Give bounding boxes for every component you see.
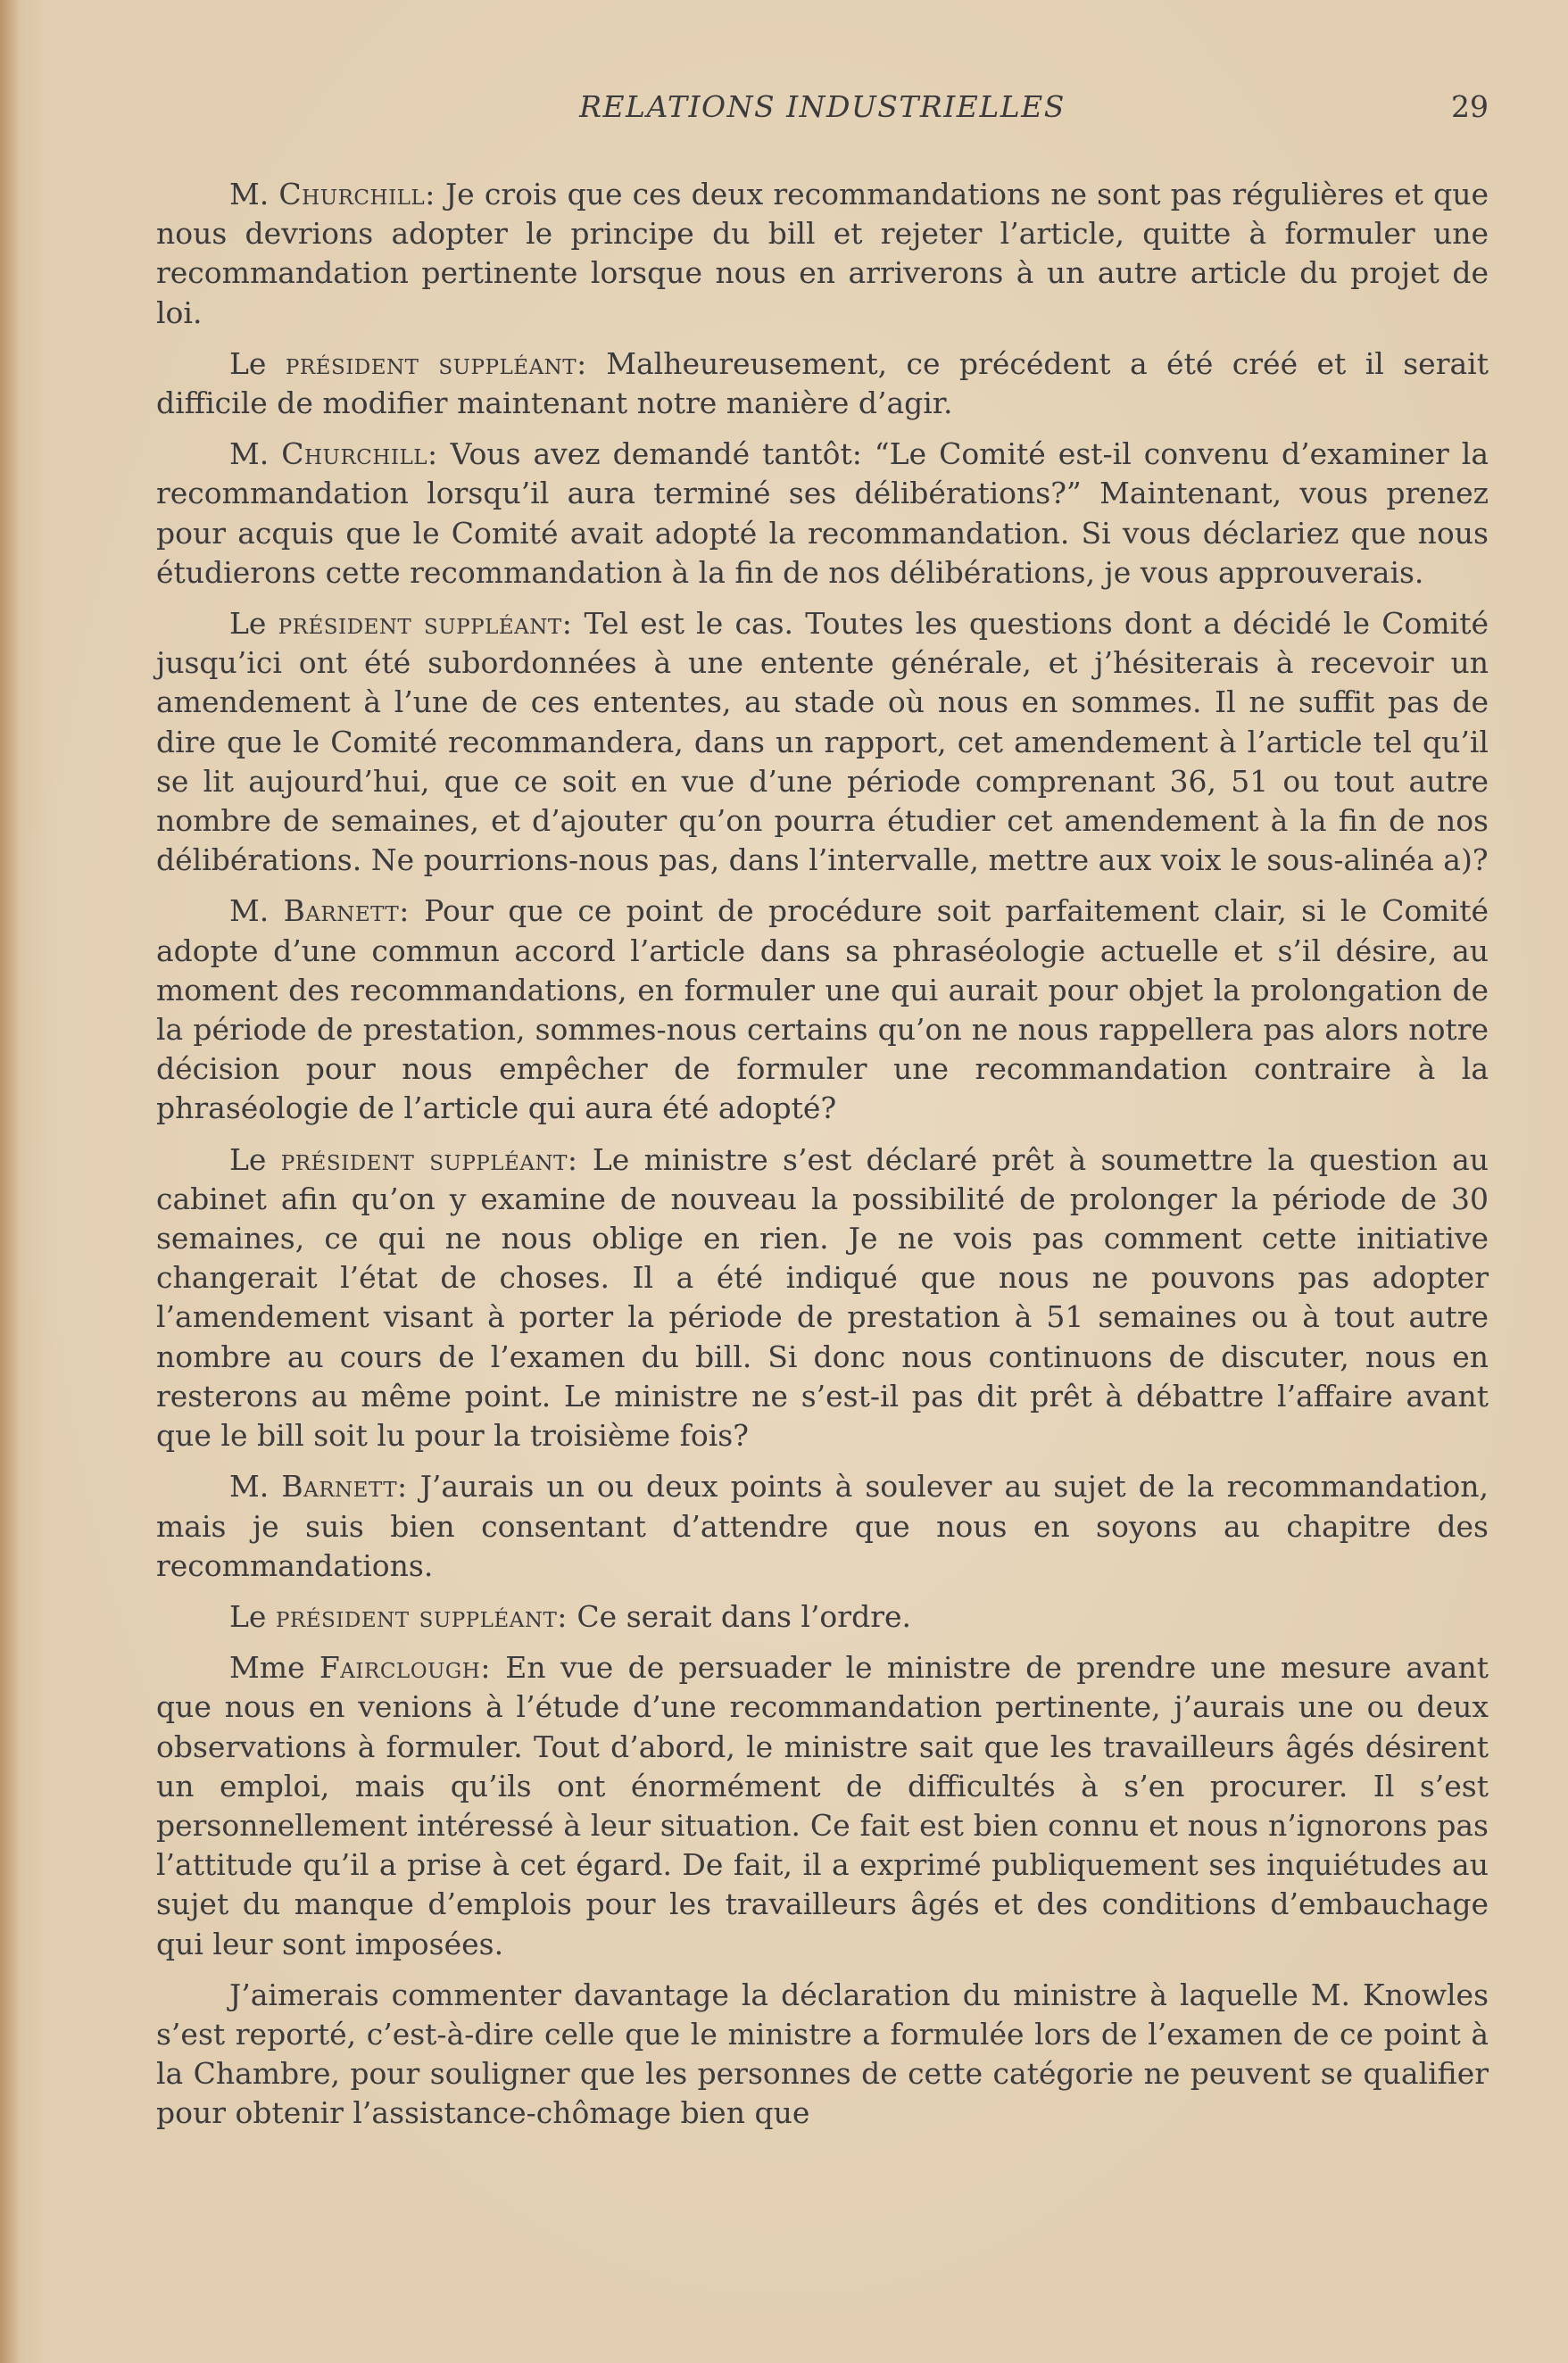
speaker-name: président suppléant:	[285, 345, 587, 381]
paragraph-text: Ce serait dans l’ordre.	[577, 1598, 911, 1634]
speaker-name: Churchill:	[278, 177, 436, 211]
paragraph	[156, 435, 1489, 593]
paragraph	[156, 1467, 1489, 1586]
speaker-name: président suppléant:	[278, 606, 573, 642]
speaker-prefix: M.	[229, 1469, 270, 1505]
paragraph	[156, 1140, 1489, 1456]
speaker-prefix: Le	[229, 606, 267, 642]
paragraph-text: Le ministre s’est déclaré prêt à soumettre la question au cabinet afin qu’on y examine de nouveau la possibilité de prolonger la période de 30 semaines, ce qui ne nous oblige en rien. Je ne vois pas comment cette initiative changerait l’état de choses. Il a été indiqué que nous ne pouvons pas adopter l’amendement visant à porter la période de prestation à 51 semaines ou à tout autre nombre au cours de l’examen du bill. Si donc nous continuons de discuter, nous en resterons au même point. Le ministre ne s’est-il pas dit prêt à débattre l’affaire avant que le bill soit lu pour la troisième fois?	[156, 1141, 1489, 1454]
paragraph-text: J’aimerais commenter davantage la déclaration du ministre à laquelle M. Knowles s’est reporté, c’est-à-dire celle que le ministre a formulée lors de l’examen de ce point à la Chambre, pour souligner que les personnes de cette catégorie ne peuvent se qualifier pour obtenir l’assistance-chômage bien que	[156, 1977, 1489, 2131]
paragraph-text: Pour que ce point de procédure soit parfaitement clair, si le Comité adopte d’une commun accord l’article dans sa phraséologie actuelle et s’il désire, au moment des recommandations, en formuler une qui aurait pour objet la prolongation de la période de prestation, sommes-nous certains qu’on ne nous rappellera pas alors notre décision pour nous empêcher de formuler une recommandation contraire à la phraséologie de l’article qui aura été adopté?	[156, 893, 1489, 1126]
speaker-name: Fairclough:	[319, 1650, 491, 1686]
page-binding-edge	[0, 0, 20, 2363]
paragraph-text: Vous avez demandé tantôt: “Le Comité est-il convenu d’examiner la recommandation lorsqu’il aura terminé ses délibérations?” Maintenant, vous prenez pour acquis que le Comité avait adopté la recommandation. Si vous déclariez que nous étudierons cette recommandation à la fin de nos délibérations, je vous approuverais.	[156, 436, 1489, 590]
paragraph	[156, 891, 1489, 1128]
speaker-prefix: Le	[229, 345, 267, 381]
speaker-prefix: Le	[229, 1141, 267, 1177]
speaker-prefix: Le	[229, 1598, 267, 1634]
paragraph-text: Tel est le cas. Toutes les questions dont a décidé le Comité jusqu’ici ont été subordonnées à une entente générale, et j’hésiterais à recevoir un amendement à l’une de ces ententes, au stade où nous en sommes. Il ne suffit pas de dire que le Comité recommandera, dans un rapport, cet amendement à l’article tel qu’il se lit aujourd’hui, que ce soit en vue d’une période comprenant 36, 51 ou tout autre nombre de semaines, et d’ajouter qu’on pourra étudier cet amendement à la fin de nos délibérations. Ne pourrions-nous pas, dans l’intervalle, mettre aux voix le sous-alinéa a)?	[156, 606, 1489, 878]
paragraph	[156, 1976, 1489, 2134]
speaker-name: Barnett:	[281, 1469, 408, 1505]
speaker-name: président suppléant:	[275, 1598, 568, 1634]
paragraph-text: Je crois que ces deux recommandations ne sont pas régulières et que nous devrions adopter le principe du bill et rejeter l’article, quitte à formuler une recommandation pertinente lorsque nous en arriverons à un autre article du projet de loi.	[156, 177, 1489, 330]
speaker-name: Churchill:	[281, 436, 438, 472]
paragraph	[156, 1648, 1489, 1964]
speaker-name: président suppléant:	[280, 1141, 578, 1177]
page-number: 29	[1451, 89, 1489, 124]
running-title: RELATIONS INDUSTRIELLES	[579, 89, 1066, 124]
page-body	[156, 175, 1489, 2134]
paragraph	[156, 344, 1489, 423]
paragraph-text: En vue de persuader le ministre de prendre une mesure avant que nous en venions à l’étude d’une recommandation pertinente, j’aurais une ou deux observations à formuler. Tout d’abord, le ministre sait que les travailleurs âgés désirent un emploi, mais qu’ils ont énormément de difficultés à s’en procurer. Il s’est personnellement intéressé à leur situation. Ce fait est bien connu et nous n’ignorons pas l’attitude qu’il a prise à cet égard. De fait, il a exprimé publiquement ses inquiétudes au sujet du manque d’emplois pour les travailleurs âgés et des conditions d’embauchage qui leur sont imposées.	[156, 1650, 1489, 1961]
speaker-prefix: M.	[229, 436, 270, 472]
page-header	[156, 89, 1489, 134]
speaker-prefix: M.	[229, 177, 270, 211]
paragraph	[156, 604, 1489, 880]
paragraph	[156, 1597, 1489, 1637]
paragraph	[156, 175, 1489, 333]
paragraph-text: J’aurais un ou deux points à soulever au sujet de la recommandation, mais je suis bien consentant d’attendre que nous en soyons au chapitre des recommandations.	[156, 1469, 1489, 1583]
paragraph-text: Malheureusement, ce précédent a été créé et il serait difficile de modifier maintenant notre manière d’agir.	[156, 345, 1489, 421]
speaker-name: Barnett:	[283, 893, 410, 929]
speaker-prefix: M.	[229, 893, 270, 929]
speaker-prefix: Mme	[229, 1650, 305, 1686]
